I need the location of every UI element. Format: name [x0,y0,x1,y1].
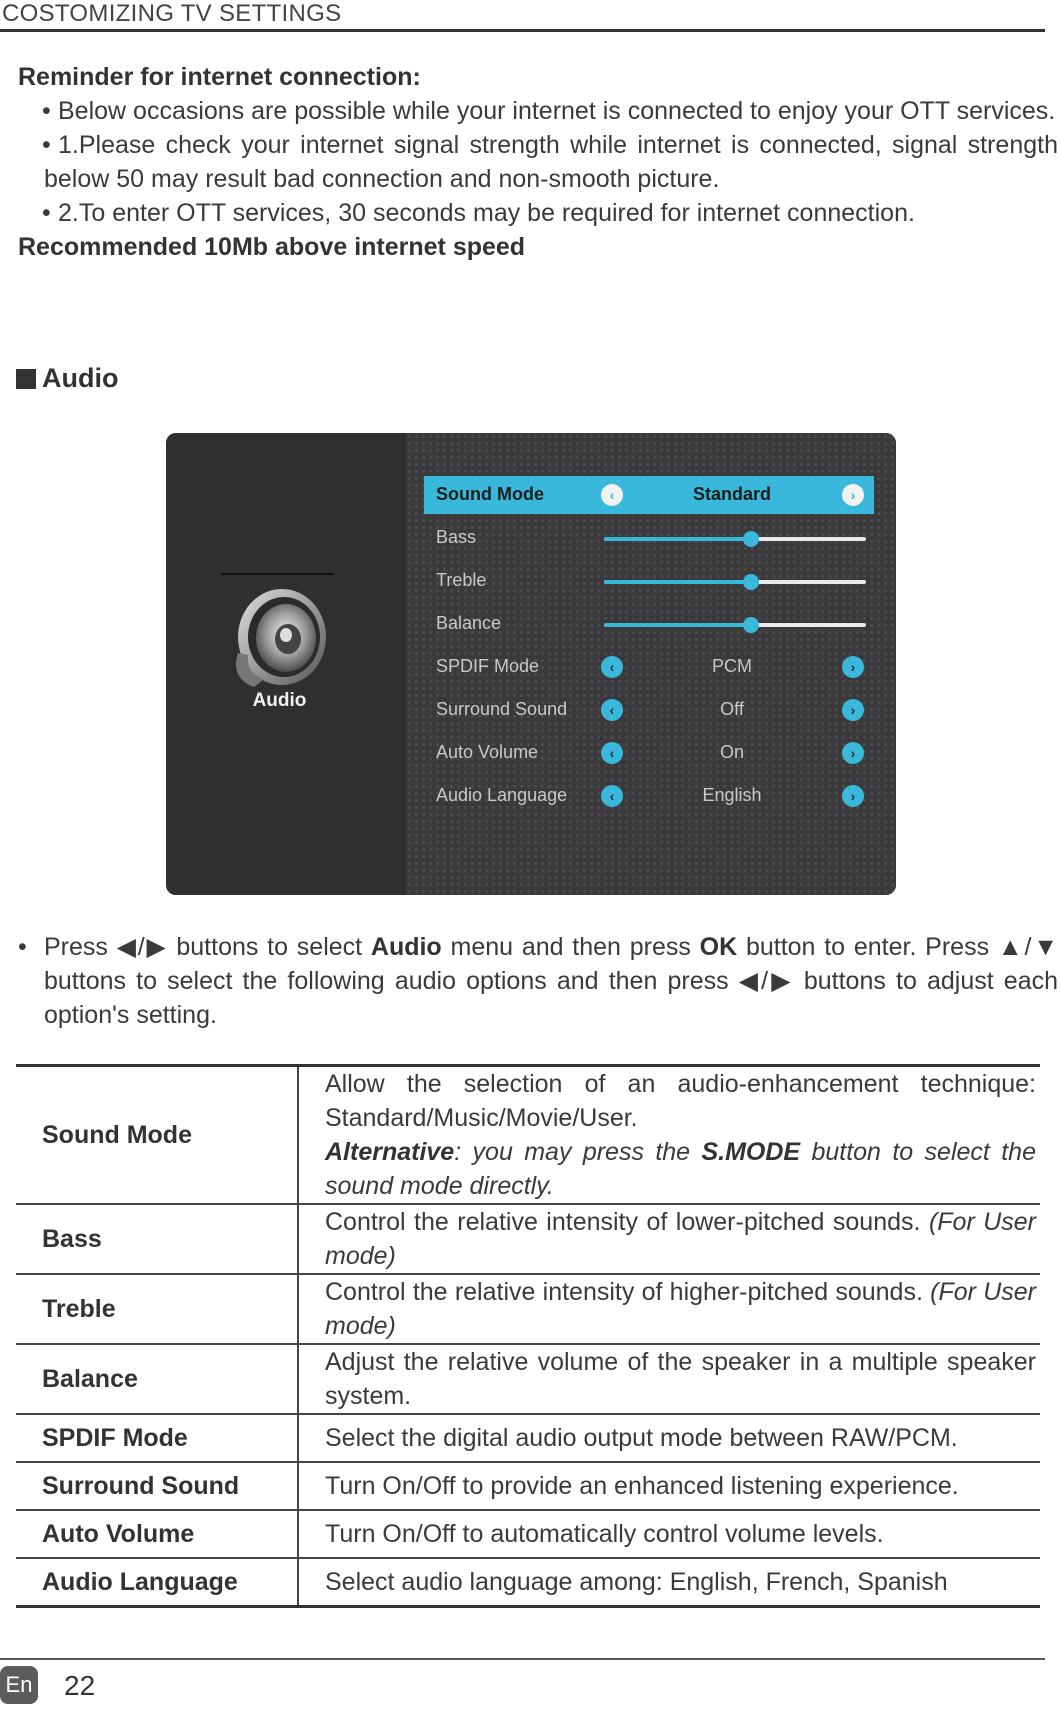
sidebar-audio-label: Audio [252,690,307,711]
page-header [0,0,1045,32]
tv-menu-sidebar [166,433,406,895]
menu-row-sound-mode[interactable] [424,476,874,514]
page-header-title: COSTOMIZING TV SETTINGS [2,0,342,27]
chevron-left-icon[interactable]: ‹ [601,484,623,506]
menu-row-slider[interactable] [604,623,866,627]
page-number: 22 [64,1670,96,1701]
menu-row-spdif-mode[interactable] [424,648,874,686]
table-row [16,1066,1040,1205]
option-name: Treble [16,1274,298,1344]
menu-row-value: On [719,742,744,762]
audio-options-table [16,1064,1040,1608]
instructions [18,930,1058,1032]
divider [221,573,334,575]
reminder-block [18,60,1058,264]
option-description: Turn On/Off to provide an enhanced listening experience. [298,1462,1040,1510]
menu-row-slider[interactable] [604,580,866,584]
chevron-left-icon[interactable]: ‹ [601,699,623,721]
option-name: Sound Mode [16,1066,298,1205]
menu-row-label: Sound Mode [436,484,544,504]
reminder-item: • 1.Please check your internet signal strength while internet is connected, signal strength below 50 may result bad connection and non-smooth picture. [42,131,1058,193]
left-right-arrows-icon: ◀/▶ [738,967,794,995]
menu-row-balance[interactable] [424,605,874,643]
chevron-left-icon[interactable]: ‹ [601,742,623,764]
reminder-item: • 2.To enter OTT services, 30 seconds may be required for internet connection. [42,199,915,227]
table-row [16,1414,1040,1462]
option-description: Control the relative intensity of lower-pitched sounds. (For User mode) [298,1204,1040,1274]
left-right-arrows-icon: ◀/▶ [116,933,168,961]
slider-fill [604,623,751,627]
menu-row-label: Audio Language [436,785,568,805]
menu-row-label: Balance [436,613,502,633]
menu-row-value: Standard [692,484,771,504]
menu-row-label: Bass [436,527,477,547]
menu-row-label: Surround Sound [436,699,568,719]
section-title: Audio [42,363,119,393]
menu-row-value: English [702,785,762,805]
option-description: Allow the selection of an audio-enhancement technique: Standard/Music/Movie/User. Alternative: you may press the S.MODE button to select the sound mode directly. [298,1066,1040,1205]
menu-row-value: Off [720,699,744,719]
table-row [16,1558,1040,1606]
menu-row-surround-sound[interactable] [424,691,874,729]
option-name: SPDIF Mode [16,1414,298,1462]
menu-row-audio-language[interactable] [424,777,874,815]
option-description: Select audio language among: English, French, Spanish [298,1558,1040,1606]
section-heading [16,363,118,394]
language-badge: En [0,1666,38,1704]
option-name: Auto Volume [16,1510,298,1558]
tv-audio-menu [166,433,896,895]
bullet: • [18,933,27,961]
option-name: Balance [16,1344,298,1414]
option-name: Surround Sound [16,1462,298,1510]
slider-knob[interactable] [743,531,759,547]
square-bullet-icon [16,369,36,389]
menu-row-bass[interactable] [424,519,874,557]
footer-divider [0,1658,1045,1660]
table-row [16,1344,1040,1414]
table-row [16,1462,1040,1510]
up-down-arrows-icon: ▲/▼ [997,933,1058,961]
chevron-right-icon[interactable]: › [842,656,864,678]
chevron-left-icon[interactable]: ‹ [601,656,623,678]
option-description: Turn On/Off to automatically control volume levels. [298,1510,1040,1558]
chevron-right-icon[interactable]: › [842,484,864,506]
option-description: Adjust the relative volume of the speaker in a multiple speaker system. [298,1344,1040,1414]
reminder-item: • Below occasions are possible while your internet is connected to enjoy your OTT services. [42,97,1056,125]
slider-knob[interactable] [743,574,759,590]
option-name: Bass [16,1204,298,1274]
chevron-right-icon[interactable]: › [842,785,864,807]
chevron-right-icon[interactable]: › [842,699,864,721]
table-row [16,1204,1040,1274]
instructions-text: Press ◀/▶ buttons to select Audio menu and then press OK button to enter. Press ▲/▼ buttons to select the following audio options and then press ◀/▶ buttons to adjust each option's setting. [44,933,1059,1029]
menu-row-value: PCM [712,656,752,676]
menu-row-slider[interactable] [604,537,866,541]
chevron-left-icon[interactable]: ‹ [601,785,623,807]
speaker-icon [224,583,334,693]
menu-row-label: SPDIF Mode [436,656,540,676]
option-description: Control the relative intensity of higher-pitched sounds. (For User mode) [298,1274,1040,1344]
menu-row-label: Treble [436,570,487,590]
slider-fill [604,580,751,584]
slider-knob[interactable] [743,617,759,633]
reminder-heading: Reminder for internet connection: [18,63,421,91]
reminder-footer: Recommended 10Mb above internet speed [18,233,526,261]
table-row [16,1510,1040,1558]
menu-row-auto-volume[interactable] [424,734,874,772]
menu-row-treble[interactable] [424,562,874,600]
menu-row-label: Auto Volume [436,742,539,762]
table-row [16,1274,1040,1344]
slider-fill [604,537,751,541]
option-description: Select the digital audio output mode between RAW/PCM. [298,1414,1040,1462]
chevron-right-icon[interactable]: › [842,742,864,764]
option-name: Audio Language [16,1558,298,1606]
